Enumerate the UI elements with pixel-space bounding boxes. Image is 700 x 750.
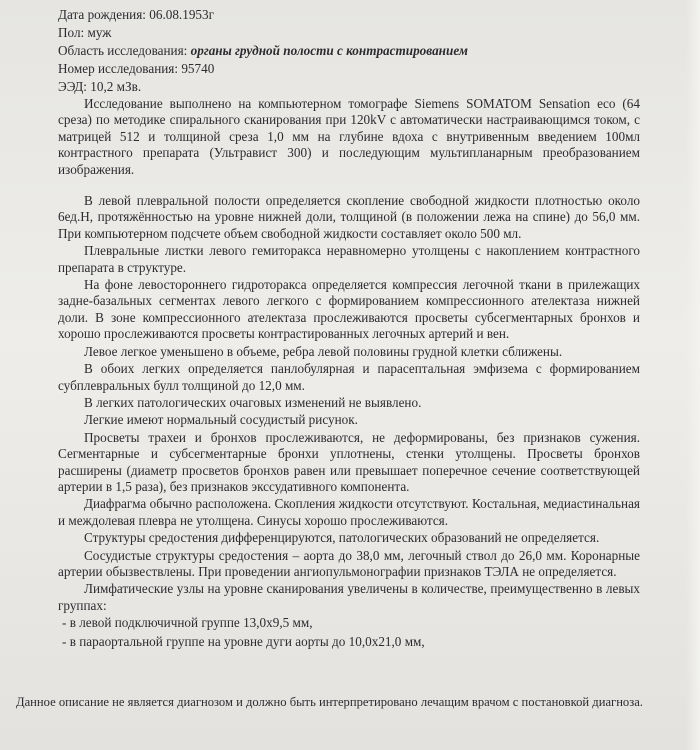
study-area-value: органы грудной полости с контрастированием [190,43,468,58]
paragraph-method: Исследование выполнено на компьютерном томографе Siemens SOMATOM Sensation eco (64 среза) по методике спирального сканирования при 120kV с автоматически настраивающимся током, с матрицей 512 и толщиной среза 1,0 мм на глубине вдоха с внутривенным введением 100мл контрастного препарата (Ультравист 300) и последующим мультипланарным преобразованием изображения. [58,96,640,177]
paragraph-lymph: Лимфатические узлы на уровне сканирования увеличены в количестве, преимущественно в левых группах: [58,581,640,613]
paragraph-mediastinum: Структуры средостения дифференцируются, патологических образований не определяется. [84,530,600,546]
list-item: - в параортальной группе на уровне дуги аорты до 10,0х21,0 мм, [62,633,425,649]
paragraph-left-lung: Левое легкое уменьшено в объеме, ребра левой половины грудной клетки сближены. [84,343,563,359]
paragraph-vascular: Легкие имеют нормальный сосудистый рисунок. [84,412,358,428]
paragraph-vessels: Сосудистые структуры средостения – аорта до 38,0 мм, легочный ствол до 26,0 мм. Коронарные артерии обызвествлены. При проведении ангиопульмонографии признаков ТЭЛА не определяется. [58,547,640,579]
disclaimer-footer: Данное описание не является диагнозом и должно быть интерпретировано лечащим врачом с постановкой диагноза. [16,695,643,709]
study-area-label: Область исследования: [58,43,188,58]
paragraph-atelectasis: На фоне левостороннего гидроторакса определяется компрессия легочной ткани в прилежащих задне-базальных сегментах левого легкого с формированием компрессионного ателектаза нижней доли. В зоне компрессионного ателектаза прослеживаются просветы субсегментарных бронхов и хорошо прослеживаются просветы контрастированных легочных артерий и вен. [58,277,640,342]
patient-sex: Пол: муж [58,25,112,40]
list-item: - в левой подключичной группе 13,0х9,5 мм, [62,615,313,631]
study-number: Номер исследования: 95740 [58,61,215,76]
birth-date: Дата рождения: 06.08.1953г [58,7,215,22]
paragraph-fluid: В левой плевральной полости определяется скопление свободной жидкости плотностью около 6ед.Н, протяжённостью на уровне нижней доли, толщиной (в положении лежа на спине) до 56,0 мм. При компьютерном подсчете объем свободной жидкости составляет около 500 мл. [58,193,640,241]
report-body [58,96,640,652]
paragraph-no-foci: В легких патологических очаговых изменений не выявлено. [84,394,422,410]
page-edge [686,0,700,750]
effective-dose: ЭЭД: 10,2 мЗв. [58,79,142,94]
paragraph-trachea: Просветы трахеи и бронхов прослеживаются, не деформированы, без признаков сужения. Сегментарные и субсегментарные бронхи уплотнены, стенки утолщены. Просветы бронхов расширены (диаметр просветов бронхов равен или превышает поперечное сечение соответствующей артерии в 1,5 раза), без признаков экссудативного компонента. [58,429,640,494]
paragraph-emphysema: В обоих легких определяется панлобулярная и парасептальная эмфизема с формированием субплевральных булл толщиной до 12,0 мм. [58,361,640,393]
patient-header [58,6,468,96]
paragraph-diaphragm: Диафрагма обычно расположена. Скопления жидкости отсутствуют. Костальная, медиастинальная и междолевая плевра не утолщена. Синусы хорошо прослеживаются. [58,496,640,528]
study-area [58,42,468,60]
paragraph-pleura: Плевральные листки левого гемиторакса неравномерно утолщены с накоплением контрастного препарата в структуре. [58,243,640,275]
